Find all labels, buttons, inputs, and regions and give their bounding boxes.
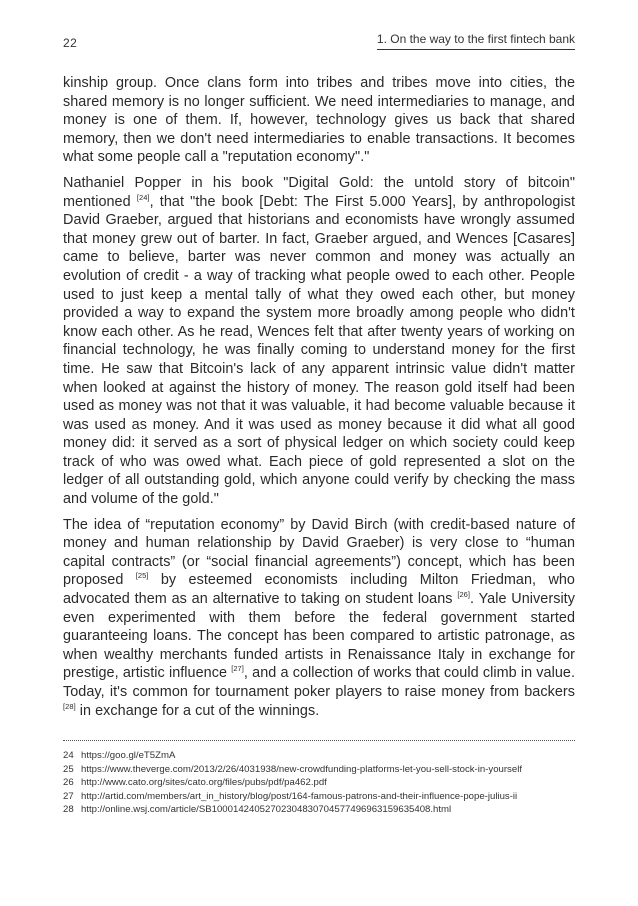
footnote-link[interactable]: https://goo.gl/eT5ZmA xyxy=(81,750,176,761)
paragraph-text: Nathaniel Popper in his book "Digital Gold: the untold story of bitcoin" mentioned xyxy=(63,174,575,210)
paragraph-text: , that "the book [Debt: The First 5.000 Years], by anthropologist David Graeber, argued that historians and economists have wrongly assumed that money grew out of barter. In fact, Graeber argued, and Wences [Casares] came to believe, barter was never common and money was actually an evolution of credit - a way of tracking what people owed to each other. People used to just keep a mental tally of what they owed each other, but money provided a way to expand the system more broadly among people who didn't know each other. As he read, Wences felt that after twenty years of working on financial technology, he was finally coming to understand money for the first time. He saw that Bitcoin's lack of any apparent intrinsic value didn't matter when looked at against the history of money. The reason gold itself had been used as money was not that it was valuable, it had become valuable because it was used as money. And it was used as money because it did what all good money did: it served as a sort of physical ledger on which society could keep track of who was owed what. Each piece of gold represented a slot on the ledger of all outstanding gold, which anyone could verify by checking the mass and volume of the gold." xyxy=(63,193,576,508)
footnote-link[interactable]: http://online.wsj.com/article/SB10001424052702304830704577496963159635408.html xyxy=(81,804,452,816)
footnote-link[interactable]: http://artid.com/members/art_in_history/blog/post/164-famous-patrons-and-their-influence-pope-julius-ii xyxy=(81,790,518,802)
footnote xyxy=(63,749,575,763)
footnote-number: 25 xyxy=(63,763,74,775)
footnotes xyxy=(63,749,575,817)
citation-ref: [27] xyxy=(231,664,244,674)
paragraph-text: by esteemed economists including Milton Friedman, who advocated them as an alternative to taking on student loans xyxy=(63,572,575,608)
footnote-link[interactable]: http://www.cato.org/sites/cato.org/files/pubs/pdf/pa462.pdf xyxy=(81,777,327,789)
paragraph-text: . Yale University even experimented with them before the federal government started guaranteeing loans. The concept has been compared to artistic patronage, as when wealthy merchants funded artists in Renaissance Italy in exchange for prestige, artistic influence xyxy=(63,591,575,682)
footnote xyxy=(63,790,575,804)
footnote-link[interactable]: https://www.theverge.com/2013/2/26/4031938/new-crowdfunding-platforms-let-you-sell-stock-in-yourself xyxy=(81,763,522,775)
citation-ref: [28] xyxy=(63,701,76,711)
citation-ref: [24] xyxy=(136,192,150,202)
citation-ref: [25] xyxy=(135,571,149,581)
footnote-number: 28 xyxy=(63,804,74,816)
paragraph-text: in exchange for a cut of the winnings. xyxy=(75,702,320,719)
paragraph xyxy=(63,74,575,167)
body-text xyxy=(63,74,575,727)
footnote-number: 24 xyxy=(63,750,74,761)
footnote-number: 27 xyxy=(63,790,74,802)
footnote xyxy=(63,803,575,817)
paragraph xyxy=(63,516,575,721)
footnote-number: 26 xyxy=(63,777,74,789)
running-head: 1. On the way to the first fintech bank xyxy=(377,32,575,50)
footnote-divider xyxy=(63,740,575,741)
paragraph-text: The idea of “reputation economy” by David Birch (with credit-based nature of money and human relationship by David Graeber) is very close to “human capital contracts” (or “social financial agreements”) concept, which has been proposed xyxy=(63,516,575,589)
footnote xyxy=(63,776,575,790)
paragraph xyxy=(63,174,575,509)
paragraph-text: kinship group. Once clans form into tribes and tribes move into cities, the shared memory is no longer sufficient. We need intermediaries to manage, and money is one of them. If, however, technology gives us back that shared memory, then we don't need intermediaries to enable transactions. It becomes what some people call a "reputation economy"." xyxy=(63,75,575,166)
footnote xyxy=(63,763,575,777)
citation-ref: [26] xyxy=(457,590,471,600)
page-number: 22 xyxy=(63,36,78,50)
paragraph-text: , and a collection of works that could climb in value. Today, it's common for tournament poker players to raise money from backers xyxy=(63,665,576,700)
